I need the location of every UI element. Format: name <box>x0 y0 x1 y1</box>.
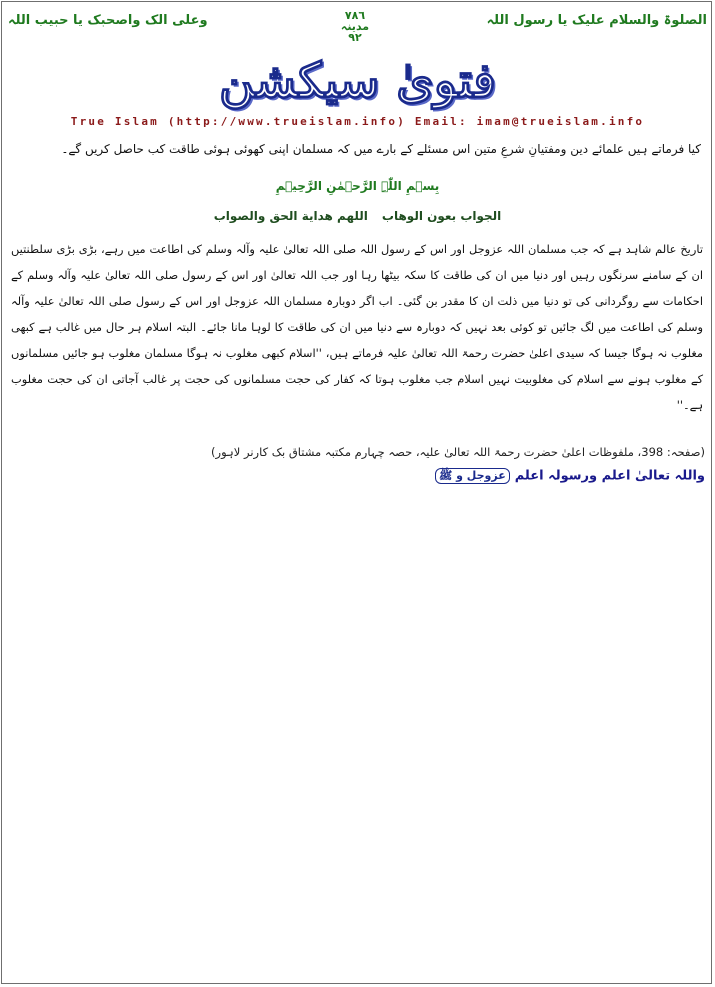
salutation-left: وعلی الک واصحبک یا حبیب اللہ <box>8 13 208 28</box>
site-contact-line: True Islam (http://www.trueislam.info) Email: imam@trueislam.info <box>70 115 645 128</box>
seal-middle: مدینہ <box>340 20 370 33</box>
header <box>0 10 715 44</box>
seal-top: ٧٨٦ <box>344 9 366 22</box>
page-title: فتویٰ سیکشن <box>218 53 497 109</box>
honorific-glyph: عزوجل و ﷺ <box>435 468 510 484</box>
answer-heading-part2: اللهم هداية الحق والصواب <box>213 209 368 223</box>
reference-citation: (صفحہ: 398، ملفوظات اعلیٰ حضرت رحمۃ اللہ تعالیٰ علیہ، حصہ چہارم مکتبہ مشتاق بک کارنر لاہور) <box>211 445 705 459</box>
salutation-right: الصلوۃ والسلام علیک یا رسول اللہ <box>486 13 707 28</box>
answer-heading <box>0 209 715 223</box>
answer-body: تاریخ عالم شاہد ہے کہ جب مسلمان اللہ عزوجل اور اس کے رسول اللہ صلی اللہ تعالیٰ علیہ وآلہ وسلم کی اطاعت میں رہے، بڑی بڑی سلطنتیں ان کے سامنے سرنگوں رہیں اور دنیا میں ان کی طاقت کا سکہ بیٹھا رہا اور جب اللہ تعالیٰ اور اس کے رسول صلی اللہ تعالیٰ علیہ وآلہ وسلم کے احکامات سے روگردانی کی تو دنیا میں ذلت ان کا مقدر بن گئی۔ اب اگر دوبارہ مسلمان اللہ عزوجل اور اس کے رسول صلی اللہ تعالیٰ علیہ وآلہ وسلم کی اطاعت میں لگ جائیں تو کوئی بعد نہیں کہ دوبارہ سے دنیا میں ان کی طاقت کا لوہا مانا جائے۔ البتہ اسلام ہر حال میں غالب ہے کبھی مغلوب نہ ہوگا جیسا کہ سیدی اعلیٰ حضرت رحمۃ اللہ تعالیٰ علیہ فرماتے ہیں، ''اسلام کبھی مغلوب نہ ہوگا مسلمان مغلوب ہو جائیں مسلمانوں کے مغلوب ہونے سے اسلام کی مغلوبیت نہیں اسلام جب مغلوب ہوتا کہ کفار کی حجت مسلمانوں کی حجت پر غالب آجاتی ان کی حجت مغلوب ہے۔'' <box>11 242 703 412</box>
closing-statement <box>435 468 705 484</box>
seal-bottom: ٩٢ <box>348 31 362 44</box>
question-text: کیا فرماتے ہیں علمائے دین ومفتیانِ شرعِ متین اس مسئلے کے بارے میں کہ مسلمان اپنی کھوئی ہوئی طاقت کب حاصل کریں گے۔ <box>61 142 701 156</box>
seal-786 <box>330 10 380 43</box>
closing-text: واللہ تعالیٰ اعلم ورسولہ اعلم <box>514 468 705 484</box>
bismillah: بِسۡمِ اللّٰہِ الرَّحۡمٰنِ الرَّحِیۡمِ <box>275 179 440 193</box>
answer-heading-part1: الجواب بعون الوهاب <box>381 209 502 223</box>
